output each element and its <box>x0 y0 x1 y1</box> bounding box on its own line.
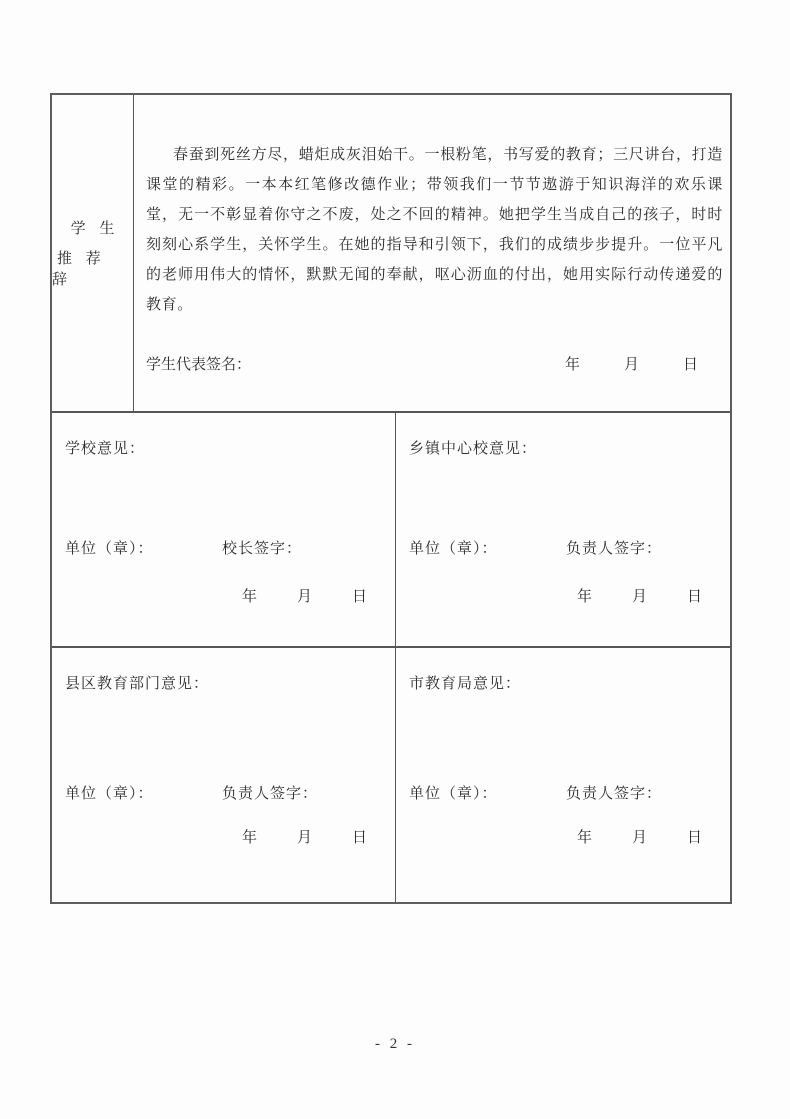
date-month-label: 月 <box>623 357 639 373</box>
date-group <box>242 826 367 847</box>
date-group <box>577 585 702 606</box>
date-month-label: 月 <box>631 589 647 605</box>
recommendation-label-line2: 推 荐 辞 <box>52 251 106 288</box>
date-year-label: 年 <box>241 830 257 846</box>
date-day-label: 日 <box>682 357 698 373</box>
date-year-label: 年 <box>576 830 592 846</box>
school-opinion-title: 学校意见： <box>65 441 146 457</box>
recommendation-content-cell <box>134 95 730 411</box>
date-day-label: 日 <box>686 589 702 605</box>
date-year-label: 年 <box>241 589 257 605</box>
township-seal-row <box>409 537 720 558</box>
recommendation-form-table <box>50 93 732 904</box>
opinion-row-1 <box>52 413 730 648</box>
school-opinion-cell <box>52 413 396 646</box>
recommendation-body-text: 春蚕到死丝方尽，蜡炬成灰泪始干。一根粉笔，书写爱的教育；三尺讲台，打造课堂的精彩。一本本红笔修改德作业；带领我们一节节遨游于知识海洋的欢乐课堂，无一不彰显着你守之不废，处之不回的精神。她把学生当成自己的孩子，时时刻刻心系学生，关怀学生。在她的指导和引领下，我们的成绩步步提升。一位平凡的老师用伟大的情怀，默默无闻的奉献，呕心沥血的付出，她用实际行动传递爱的教育。 <box>146 147 723 313</box>
responsible-person-signature-label: 负责人签字： <box>222 786 319 802</box>
township-school-opinion-cell <box>396 413 730 646</box>
responsible-person-signature-label: 负责人签字： <box>566 541 663 557</box>
date-year-label: 年 <box>576 589 592 605</box>
township-seal-label: 单位（章）： <box>409 541 498 557</box>
date-group <box>577 826 702 847</box>
date-day-label: 日 <box>686 830 702 846</box>
township-school-opinion-title: 乡镇中心校意见： <box>409 441 538 457</box>
principal-signature-label: 校长签字： <box>222 541 303 557</box>
opinion-row-2 <box>52 648 730 902</box>
date-day-label: 日 <box>351 830 367 846</box>
student-signature-label: 学生代表签名： <box>146 357 252 373</box>
school-seal-row <box>65 537 385 558</box>
student-signature-line <box>146 353 698 374</box>
date-month-label: 月 <box>296 589 312 605</box>
county-seal-label: 单位（章）： <box>65 786 154 802</box>
date-year-label: 年 <box>564 357 580 373</box>
recommendation-label-line1: 学 生 <box>70 221 120 237</box>
recommendation-row <box>52 95 730 413</box>
county-education-opinion-cell <box>52 648 396 902</box>
recommendation-label-cell <box>52 95 134 411</box>
city-education-bureau-opinion-title: 市教育局意见： <box>409 676 522 692</box>
page-number: - 2 - <box>375 1036 415 1052</box>
responsible-person-signature-label: 负责人签字： <box>566 786 663 802</box>
date-day-label: 日 <box>351 589 367 605</box>
county-seal-row <box>65 782 385 803</box>
date-month-label: 月 <box>631 830 647 846</box>
city-seal-row <box>409 782 720 803</box>
city-seal-label: 单位（章）： <box>409 786 498 802</box>
date-group <box>242 585 367 606</box>
school-seal-label: 单位（章）： <box>65 541 154 557</box>
date-group <box>565 353 698 374</box>
county-education-opinion-title: 县区教育部门意见： <box>65 676 210 692</box>
city-education-bureau-opinion-cell <box>396 648 730 902</box>
date-month-label: 月 <box>296 830 312 846</box>
